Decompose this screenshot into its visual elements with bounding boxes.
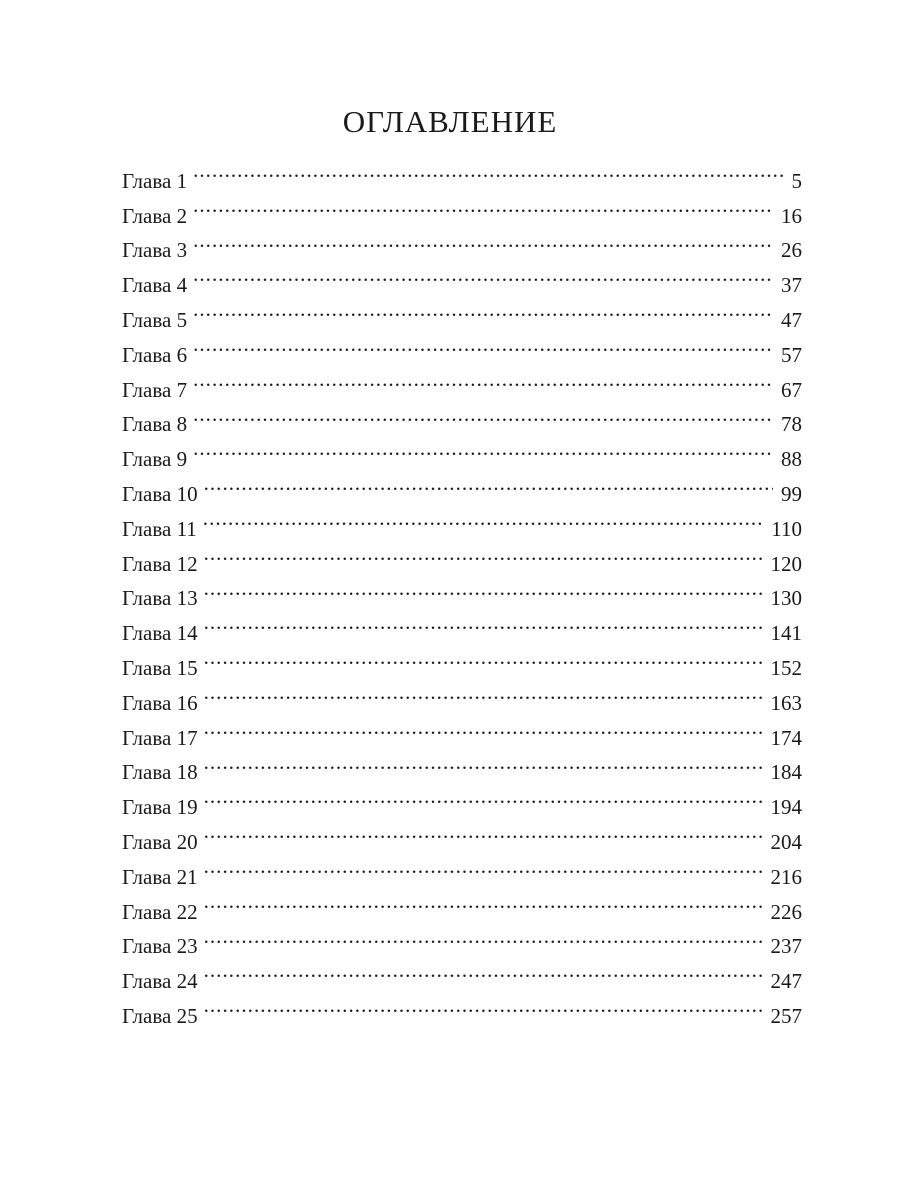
toc-entry-19[interactable] bbox=[122, 779, 802, 820]
toc-entry-label: Глава 5 bbox=[122, 307, 188, 332]
toc-entry-page-number: 184 bbox=[770, 760, 802, 785]
toc-entry-label: Глава 16 bbox=[122, 690, 198, 715]
toc-entry-page-number: 47 bbox=[781, 307, 802, 332]
toc-dot-leader bbox=[193, 431, 773, 466]
toc-entry-2[interactable] bbox=[122, 188, 802, 228]
toc-entry-label: Глава 19 bbox=[122, 795, 198, 820]
toc-entry-5[interactable] bbox=[122, 292, 802, 332]
toc-entry-label: Глава 6 bbox=[122, 342, 188, 367]
toc-dot-leader bbox=[193, 188, 773, 223]
toc-dot-leader bbox=[204, 745, 763, 780]
toc-entry-label: Глава 11 bbox=[122, 516, 197, 541]
toc-dot-leader bbox=[204, 884, 763, 919]
toc-entry-18[interactable] bbox=[122, 745, 802, 785]
toc-entry-label: Глава 9 bbox=[122, 447, 188, 472]
toc-entry-10[interactable] bbox=[122, 466, 802, 506]
page-title: ОГЛАВЛЕНИЕ bbox=[342, 104, 558, 139]
toc-entry-14[interactable] bbox=[122, 605, 802, 646]
toc-dot-leader bbox=[204, 919, 763, 954]
toc-entry-label: Глава 23 bbox=[122, 934, 198, 959]
toc-entry-label: Глава 10 bbox=[122, 481, 198, 506]
toc-entry-label: Глава 2 bbox=[122, 203, 188, 228]
toc-dot-leader bbox=[204, 675, 763, 710]
toc-dot-leader bbox=[204, 814, 763, 849]
toc-entry-20[interactable] bbox=[122, 814, 802, 854]
toc-dot-leader bbox=[204, 571, 763, 606]
toc-entry-22[interactable] bbox=[122, 884, 802, 924]
toc-dot-leader bbox=[204, 605, 763, 640]
toc-entry-page-number: 57 bbox=[781, 342, 802, 367]
toc-entry-label: Глава 21 bbox=[122, 864, 198, 889]
toc-dot-leader bbox=[204, 779, 763, 814]
toc-entry-page-number: 216 bbox=[770, 864, 802, 889]
toc-entry-label: Глава 22 bbox=[122, 899, 198, 924]
toc-entry-page-number: 141 bbox=[770, 621, 802, 646]
toc-entry-page-number: 257 bbox=[770, 1003, 802, 1028]
toc-entry-label: Глава 12 bbox=[122, 551, 198, 576]
table-of-contents bbox=[122, 153, 802, 1028]
toc-entry-label: Глава 18 bbox=[122, 760, 198, 785]
toc-entry-label: Глава 25 bbox=[122, 1003, 198, 1028]
toc-entry-13[interactable] bbox=[122, 571, 802, 611]
toc-entry-page-number: 110 bbox=[771, 516, 802, 541]
toc-entry-3[interactable] bbox=[122, 223, 802, 263]
toc-entry-page-number: 226 bbox=[770, 899, 802, 924]
toc-entry-page-number: 99 bbox=[781, 481, 802, 506]
toc-entry-label: Глава 14 bbox=[122, 621, 198, 646]
toc-entry-24[interactable] bbox=[122, 953, 802, 994]
toc-entry-page-number: 120 bbox=[770, 551, 802, 576]
toc-dot-leader bbox=[204, 640, 763, 675]
toc-entry-16[interactable] bbox=[122, 675, 802, 715]
toc-dot-leader bbox=[193, 223, 773, 258]
toc-entry-page-number: 26 bbox=[781, 238, 802, 263]
toc-entry-page-number: 194 bbox=[770, 795, 802, 820]
toc-entry-12[interactable] bbox=[122, 536, 802, 576]
toc-entry-page-number: 88 bbox=[781, 447, 802, 472]
toc-entry-label: Глава 4 bbox=[122, 273, 188, 298]
toc-entry-page-number: 204 bbox=[770, 829, 802, 854]
toc-dot-leader bbox=[204, 466, 773, 501]
toc-dot-leader bbox=[193, 397, 773, 432]
toc-dot-leader bbox=[203, 501, 763, 536]
toc-entry-page-number: 16 bbox=[781, 203, 802, 228]
toc-entry-7[interactable] bbox=[122, 362, 802, 402]
toc-entry-11[interactable] bbox=[122, 501, 802, 541]
toc-entry-23[interactable] bbox=[122, 919, 802, 959]
toc-entry-page-number: 237 bbox=[770, 934, 802, 959]
toc-dot-leader bbox=[193, 362, 773, 397]
toc-dot-leader bbox=[193, 292, 773, 327]
toc-dot-leader bbox=[204, 988, 763, 1023]
toc-entry-page-number: 67 bbox=[781, 377, 802, 402]
toc-entry-25[interactable] bbox=[122, 988, 802, 1028]
toc-entry-15[interactable] bbox=[122, 640, 802, 680]
toc-entry-page-number: 247 bbox=[770, 969, 802, 994]
toc-entry-page-number: 78 bbox=[781, 412, 802, 437]
toc-entry-9[interactable] bbox=[122, 431, 802, 472]
toc-entry-8[interactable] bbox=[122, 397, 802, 437]
toc-entry-page-number: 5 bbox=[791, 168, 802, 193]
toc-entry-label: Глава 3 bbox=[122, 238, 188, 263]
toc-entry-17[interactable] bbox=[122, 710, 802, 750]
toc-entry-label: Глава 13 bbox=[122, 586, 198, 611]
toc-dot-leader bbox=[193, 153, 783, 188]
toc-entry-page-number: 174 bbox=[770, 725, 802, 750]
toc-entry-label: Глава 20 bbox=[122, 829, 198, 854]
toc-entry-label: Глава 17 bbox=[122, 725, 198, 750]
toc-entry-page-number: 152 bbox=[770, 655, 802, 680]
toc-entry-page-number: 163 bbox=[770, 690, 802, 715]
toc-dot-leader bbox=[193, 257, 773, 292]
toc-entry-label: Глава 8 bbox=[122, 412, 188, 437]
toc-entry-21[interactable] bbox=[122, 849, 802, 889]
toc-entry-page-number: 130 bbox=[770, 586, 802, 611]
toc-dot-leader bbox=[204, 953, 763, 988]
toc-entry-label: Глава 24 bbox=[122, 969, 198, 994]
toc-entry-label: Глава 7 bbox=[122, 377, 188, 402]
toc-dot-leader bbox=[204, 710, 763, 745]
toc-dot-leader bbox=[204, 536, 763, 571]
toc-entry-page-number: 37 bbox=[781, 273, 802, 298]
toc-entry-6[interactable] bbox=[122, 327, 802, 367]
toc-entry-label: Глава 15 bbox=[122, 655, 198, 680]
toc-entry-4[interactable] bbox=[122, 257, 802, 298]
toc-entry-label: Глава 1 bbox=[122, 168, 188, 193]
toc-dot-leader bbox=[204, 849, 763, 884]
toc-entry-1[interactable] bbox=[122, 153, 802, 193]
toc-dot-leader bbox=[193, 327, 773, 362]
